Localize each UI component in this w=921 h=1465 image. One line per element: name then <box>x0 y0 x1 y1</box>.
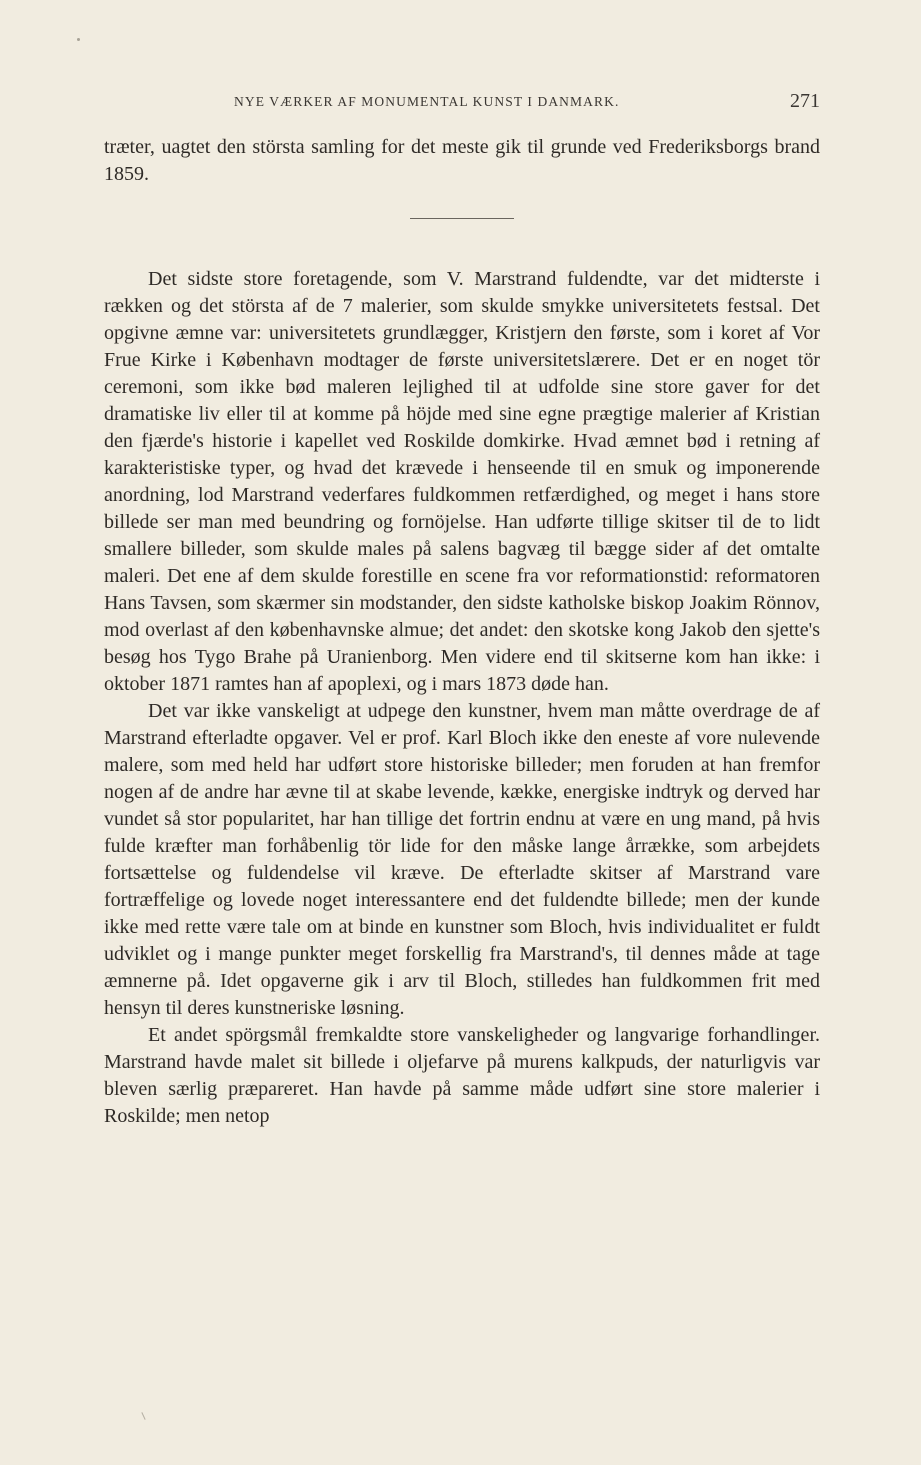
running-head: NYE VÆRKER AF MONUMENTAL KUNST I DANMARK. <box>234 94 620 109</box>
paragraph-marstrand: Det sidste store foretagende, som V. Marstrand fuldendte, var det midterste i rækken og det största af de 7 malerier, som skulde smykke universitetets festsal. Det opgivne æmne var: universitetets grundlægger, Kristjern den første, som i koret af Vor Frue Kirke i København modtager de første universitetslærere. Det er en noget tör ceremoni, som ikke bød maleren lejlighed til at udfolde sine store gaver for det dramatiske liv eller til at komme på höjde med sine egne prægtige malerier af Kristian den fjærde's historie i kapellet ved Roskilde domkirke. Hvad æmnet bød i retning af karakteristiske typer, og hvad det krævede i henseende til en smuk og imponerende anordning, lod Marstrand vederfares fuldkommen retfærdighed, og meget i hans store billede ser man med beundring og fornöjelse. Han udførte tillige skitser til de to lidt smallere billeder, som skulde males på salens bagvæg til bægge sider af det omtalte maleri. Det ene af dem skulde forestille en scene fra vor reformationstid: reformatoren Hans Tavsen, som skærmer sin modstander, den sidste katholske biskop Joakim Rönnov, mod overlast af den københavnske almue; det andet: den skotske kong Jakob den sjette's besøg hos Tygo Brahe på Uranienborg. Men videre end til skitserne kom han ikke: i oktober 1871 ramtes han af apoplexi, og i mars 1873 døde han. <box>104 268 820 695</box>
paragraph-bloch: Det var ikke vanskeligt at udpege den kunstner, hvem man måtte overdrage de af Marstrand efterladte opgaver. Vel er prof. Karl Bloch ikke den eneste af vore nulevende malere, som med held har udført store historiske billeder; men foruden at han fremfor nogen af de andre har ævne til at skabe levende, kække, energiske indtryk og derved har vundet så stor popularitet, har han tillige det fortrin endnu at være en ung mand, på hvis fulde kræfter man forhåbenlig tör lide for den måske lange årrække, som arbejdets fortsættelse og fuldendelse vil kræve. De efterladte skitser af Marstrand vare fortræffelige og lovede noget interessantere end det fuldendte billede; men der kunde ikke med rette være tale om at binde en kunstner som Bloch, hvis individualitet er fuldt udviklet og i mange punkter meget forskellig fra Marstrand's, til dennes måde at tage æmnerne på. Idet opgaverne gik i arv til Bloch, stilledes han fuldkommen frit med hensyn til deres kunstneriske løsning. <box>104 700 820 1019</box>
paper-mark <box>141 1412 145 1420</box>
page-header <box>104 90 820 120</box>
paragraph-technique: Et andet spörgsmål fremkaldte store vanskeligheder og langvarige forhandlinger. Marstrand havde malet sit billede i oljefarve på murens kalkpuds, der naturligvis var bleven særlig præpareret. Han havde på samme måde udført sine store malerier i Roskilde; men netop <box>104 1024 820 1127</box>
paper-speck <box>77 38 80 41</box>
paragraph-continuation: træter, uagtet den största samling for det meste gik til grunde ved Frederiksborgs brand 1859. <box>104 136 820 185</box>
section-divider <box>410 218 514 219</box>
main-text <box>104 266 820 1130</box>
page-number: 271 <box>790 90 820 112</box>
